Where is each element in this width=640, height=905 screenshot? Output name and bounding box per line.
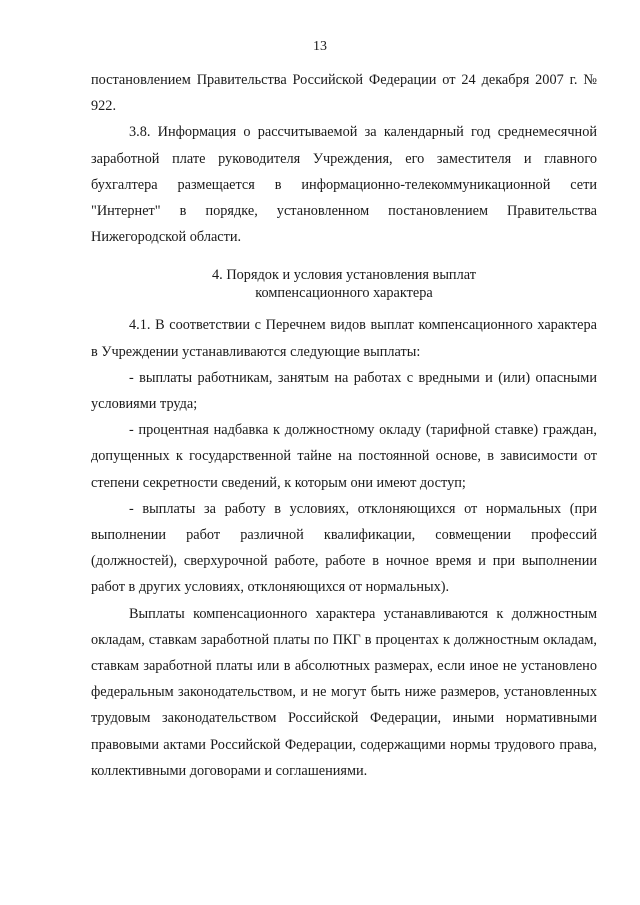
- list-item-abnormal-conditions: - выплаты за работу в условиях, отклоняющихся от нормальных (при выполнении работ различной квалификации, совмещении профессий (должностей), сверхурочной работе, работе в ночное время и при выполнении работ в других условиях, отклоняющихся от нормальных).: [91, 500, 597, 596]
- document-body: [91, 67, 597, 784]
- section-heading: [91, 266, 597, 302]
- paragraph-3-8: 3.8. Информация о рассчитываемой за календарный год среднемесячной заработной плате руководителя Учреждения, его заместителя и главного бухгалтера размещается в информационно-телекоммуникационной сети "Интернет" в порядке, установленном постановлением Правительства Нижегородской области.: [91, 124, 597, 246]
- section-heading-line1: 4. Порядок и условия установления выплат: [212, 267, 476, 284]
- list-item-hazardous-work: - выплаты работникам, занятым на работах с вредными и (или) опасными условиями труда;: [91, 369, 597, 413]
- paragraph-continuation: постановлением Правительства Российской Федерации от 24 декабря 2007 г. № 922.: [91, 72, 597, 115]
- list-item-state-secret-allowance: - процентная надбавка к должностному окладу (тарифной ставке) граждан, допущенных к государственной тайне на постоянной основе, в зависимости от степени секретности сведений, к которым они имеют доступ;: [91, 422, 597, 491]
- paragraph-4-1: 4.1. В соответствии с Перечнем видов выплат компенсационного характера в Учреждении устанавливаются следующие выплаты:: [91, 317, 597, 360]
- paragraph-compensation-payments: Выплаты компенсационного характера устанавливаются к должностным окладам, ставкам заработной платы по ПКГ в процентах к должностным окладам, ставкам заработной платы или в абсолютных размерах, если иное не установлено федеральным законодательством, и не могут быть ниже размеров, установленных трудовым законодательством Российской Федерации, иными нормативными правовыми актами Российской Федерации, содержащими нормы трудового права, коллективными договорами и соглашениями.: [91, 605, 597, 779]
- section-heading-line2: компенсационного характера: [255, 285, 433, 302]
- page-number: 13: [313, 39, 327, 54]
